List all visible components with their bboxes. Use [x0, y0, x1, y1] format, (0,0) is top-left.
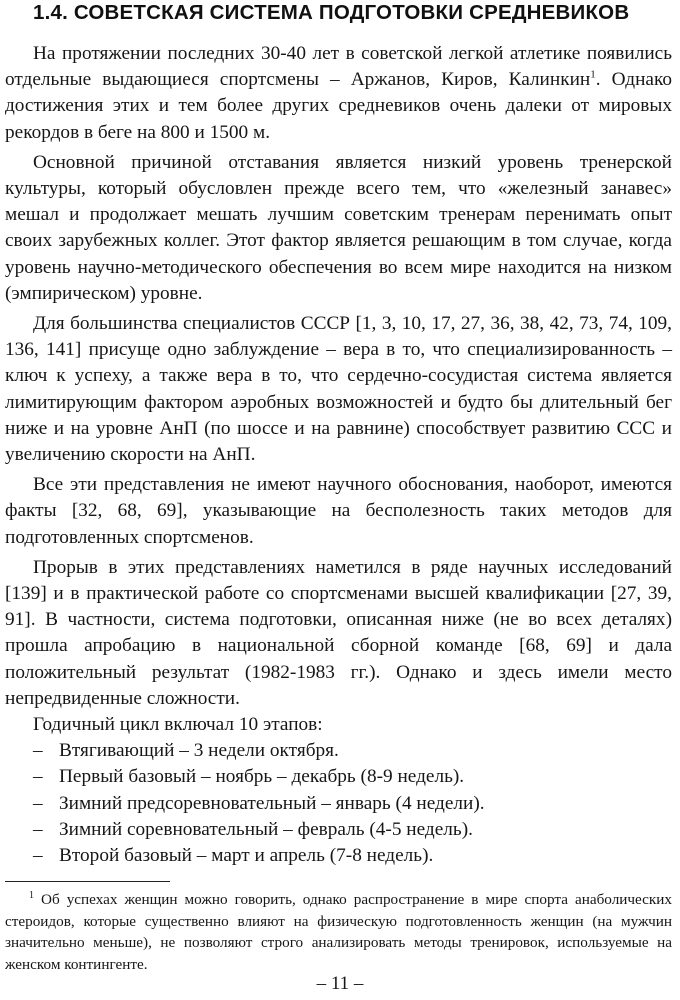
- paragraph-1-end: . Однако достижения этих и тем более других средневиков очень далеки от мировых рекордов в беге на 800 и 1500 м.: [5, 69, 672, 143]
- list-item-text: Первый базовый – ноябрь – декабрь (8-9 недель).: [59, 766, 465, 788]
- paragraph-4: Все эти представления не имеют научного обоснования, наоборот, имеются факты [32, 68, 69], указывающие на бесполезность таких методов для подготовленных спортсменов.: [5, 474, 672, 548]
- list-item: [5, 791, 672, 817]
- footnote-divider: [5, 881, 170, 882]
- body-text: [5, 41, 672, 869]
- page-number: – 11 –: [316, 973, 364, 994]
- footnote-text: Об успехах женщин можно говорить, однако распространение в мире спорта анаболических стероидов, которые существенно влияют на физическую подготовленность женщин (на мужчин значительно меньше), не позволяют строго анализировать методы тренировок, используемые на женском контингенте.: [5, 891, 672, 973]
- paragraph-5: Прорыв в этих представлениях наметился в ряде научных исследований [139] и в практической работе со спортсменами высшей квалификации [27, 39, 91]. В частности, система подготовки, описанная ниже (не во всех деталях) прошла апробацию в национальной сборной команде [68, 69] и дала положительный результат (1982-1983 гг.). Однако и здесь имели место непредвиденные сложности.: [5, 556, 672, 709]
- footnote: [5, 889, 672, 975]
- list-item: [5, 843, 672, 869]
- list-dash: –: [33, 792, 43, 814]
- list-item: [5, 738, 672, 764]
- footnote-reference: 1: [590, 68, 596, 81]
- list-dash: –: [33, 845, 43, 867]
- list-dash: –: [33, 766, 43, 788]
- list-item-text: Втягивающий – 3 недели октября.: [59, 740, 339, 762]
- paragraph-3: Для большинства специалистов СССР [1, 3, 10, 17, 27, 36, 38, 42, 73, 74, 109, 136, 141] присуще одно заблуждение – вера в то, что специализированность – ключ к успеху, а также вера в то, что сердечно-сосудистая система является лимитирующим фактором аэробных возможностей и будто бы длительный бег ниже и на уровне АнП (по шоссе и на равнине) способствует развитию ССС и увеличению скорости на АнП.: [5, 313, 672, 466]
- section-heading: 1.4. СОВЕТСКАЯ СИСТЕМА ПОДГОТОВКИ СРЕДНЕВИКОВ: [33, 1, 630, 24]
- list-item-text: Зимний предсоревновательный – январь (4 недели).: [59, 792, 485, 814]
- footnote-marker: 1: [29, 889, 34, 901]
- list-item: [5, 817, 672, 843]
- list-item-text: Второй базовый – март и апрель (7-8 недель).: [59, 845, 434, 867]
- list-dash: –: [33, 740, 43, 762]
- list-item: [5, 764, 672, 790]
- paragraph-2: Основной причиной отставания является низкий уровень тренерской культуры, который обусловлен прежде всего тем, что «железный занавес» мешал и продолжает мешать лучшим советским тренерам перенимать опыт своих зарубежных коллег. Этот фактор является решающим в том случае, когда уровень научно-методического обеспечения во всем мире находится на низком (эмпирическом) уровне.: [5, 151, 672, 304]
- paragraph-1: [5, 41, 672, 146]
- list-dash: –: [33, 818, 43, 840]
- list-item-text: Зимний соревновательный – февраль (4-5 недель).: [59, 818, 473, 840]
- paragraph-6: Годичный цикл включал 10 этапов:: [33, 714, 323, 736]
- stages-list: [5, 738, 672, 869]
- paragraph-1-start: На протяжении последних 30-40 лет в советской легкой атлетике появились отдельные выдающиеся спортсмены – Аржанов, Киров, Калинкин: [5, 43, 672, 91]
